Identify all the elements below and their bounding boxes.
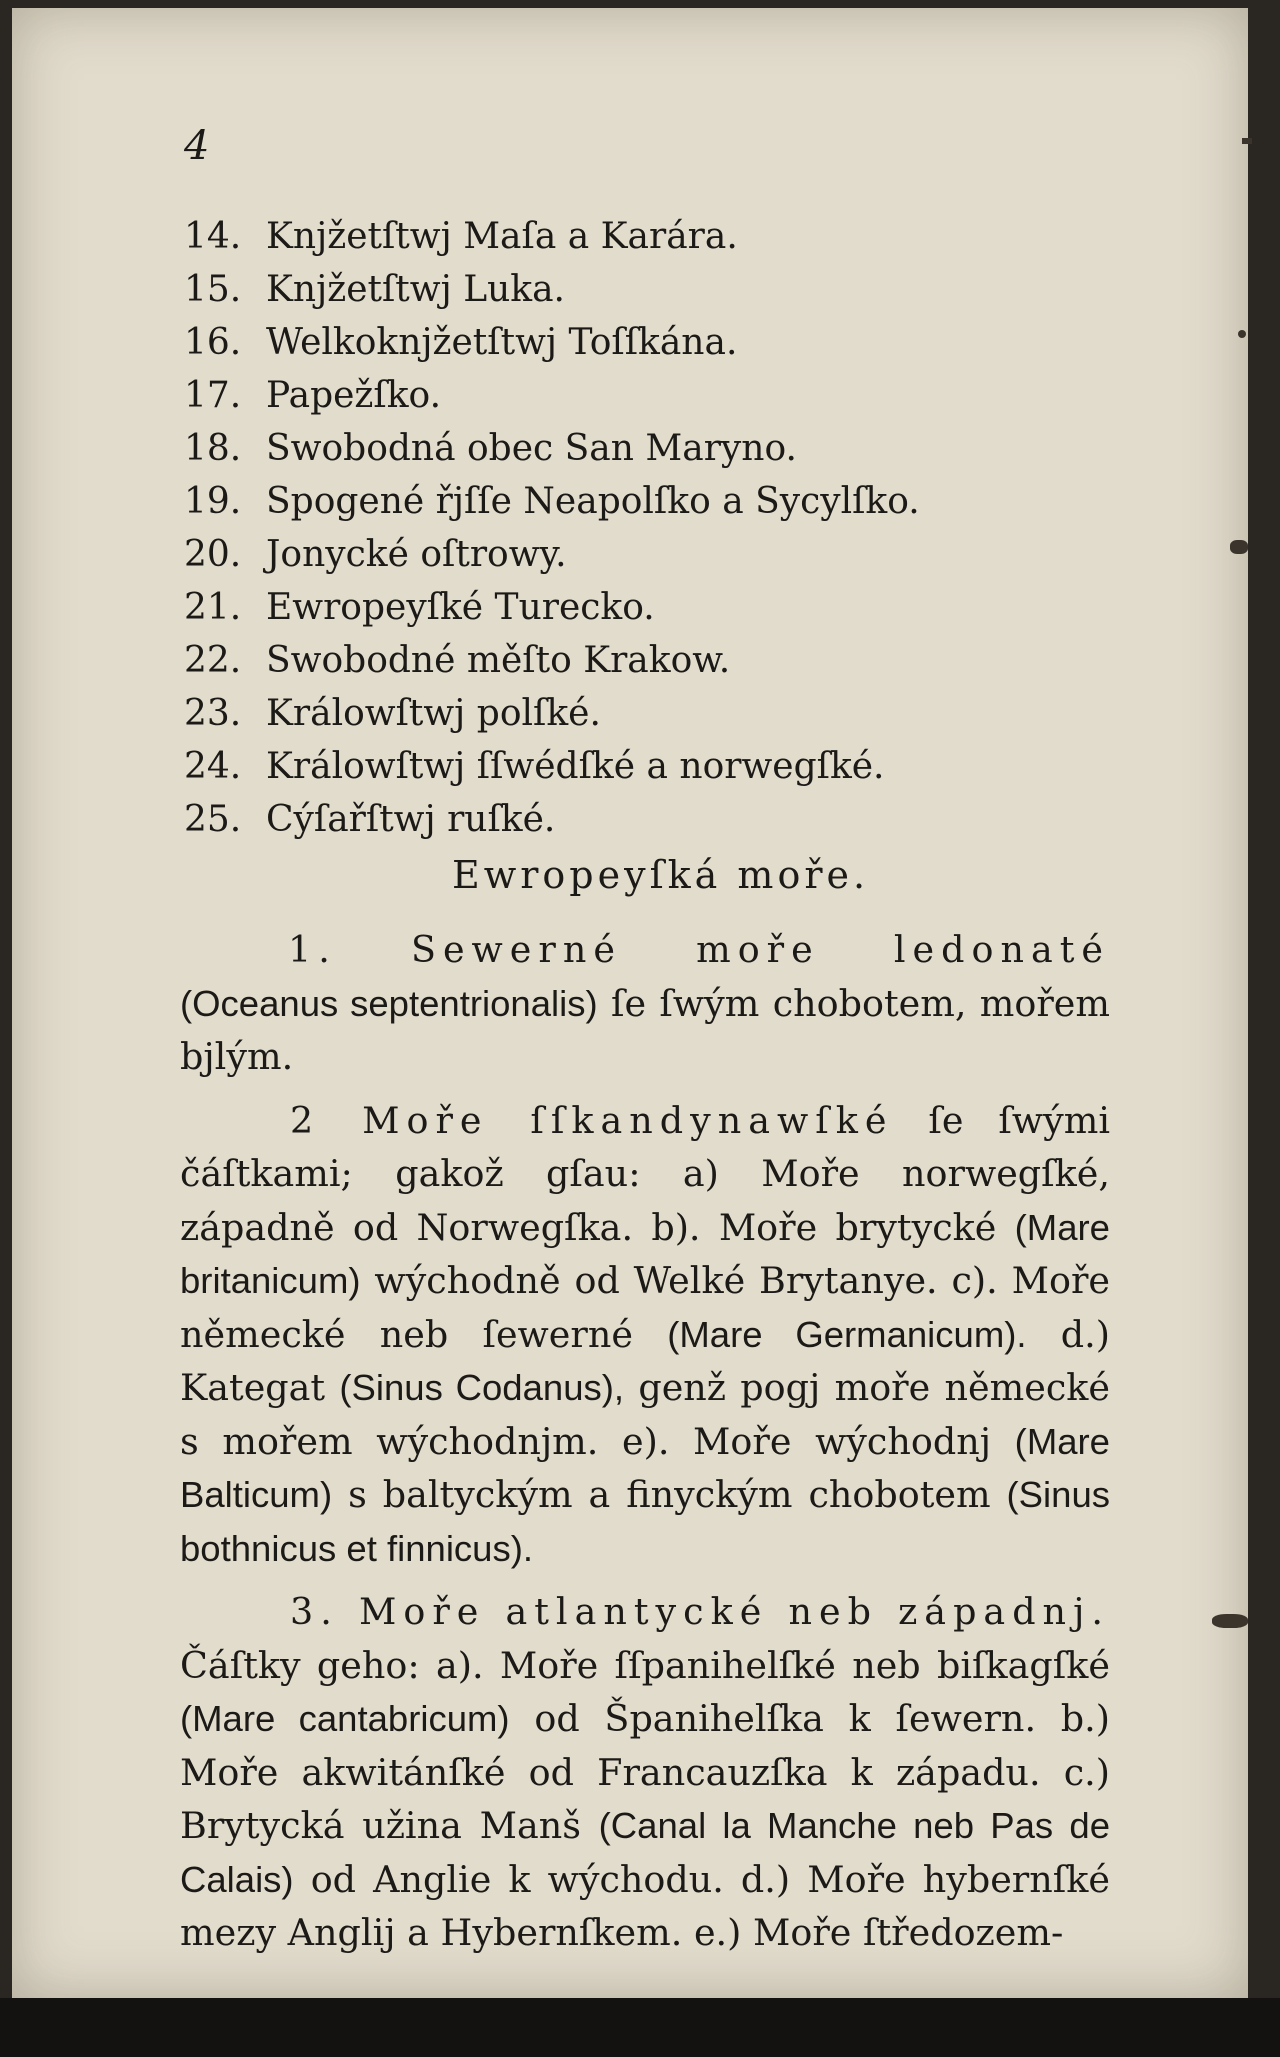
list-item: 19. Spogené řjſſe Neapolſko a Sycylſko. [184,481,920,522]
paragraph-2: 2 Moře ſſkandynawſké ſe ſwými čáſtkami; gakož gſau: a) Moře norwegſké, západně od Norwegſka. b). Moře brytycké (Mare britanicum) wýchodně od Welké Brytanye. c). Moře německé neb ſewerné (Mare Germanicum). d.) Kategat (Sinus Codanus), genž pogj moře německé s mořem wýchodnjm. e). Moře wýchodnj (Mare Balticum) s baltyckým a finyckým chobotem (Sinus bothnicus et finnicus). [180,1098,1110,1569]
list-item: 15. Knjžetſtwj Luka. [184,269,566,310]
list-item: 14. Knjžetſtwj Maſa a Karára. [184,216,738,257]
paragraph-1: 1. Sewerné moře ledonaté (Oceanus septentrionalis) ſe ſwým chobotem, mořem bjlým. [180,928,1110,1078]
body-text [180,923,1110,1970]
margin-speck [1212,1614,1248,1628]
list-item: 24. Králowſtwj ſſwédſké a norwegſké. [184,746,885,787]
margin-speck [1230,540,1248,554]
margin-speck [1238,330,1246,338]
list-item: 21. Ewropeyſké Turecko. [184,587,655,628]
margin-speck [1242,138,1252,144]
list-item: 25. Cýſařſtwj ruſké. [184,799,556,840]
page-number: 4 [184,123,210,169]
list-item: 23. Králowſtwj polſké. [184,693,601,734]
paragraph-3: 3. Moře atlantycké neb západnj. Čáſtky geho: a). Moře ſſpanihelſké neb biſkagſké (Mare cantabricum) od Španihelſka k ſewern. b.) Moře akwitánſké od Francauzſka k západu. c.) Brytycká užina Manš (Canal la Manche neb Pas de Calais) od Anglie k wýchodu. d.) Moře hybernſké mezy Anglij a Hybernſkem. e.) Moře ſtředozem- [180,1590,1111,1954]
list-item: 16. Welkoknjžetſtwj Toſſkána. [184,322,738,363]
list-item: 17. Papežſko. [184,375,442,416]
book-page [12,8,1248,1998]
list-item: 20. Jonycké oſtrowy. [184,534,567,575]
state-list [184,210,1084,846]
section-heading: Ewropeyſká moře. [452,853,870,897]
list-item: 18. Swobodná obec San Maryno. [184,428,797,469]
list-item: 22. Swobodné měſto Krakow. [184,640,731,681]
scan-edge [0,1998,1280,2057]
